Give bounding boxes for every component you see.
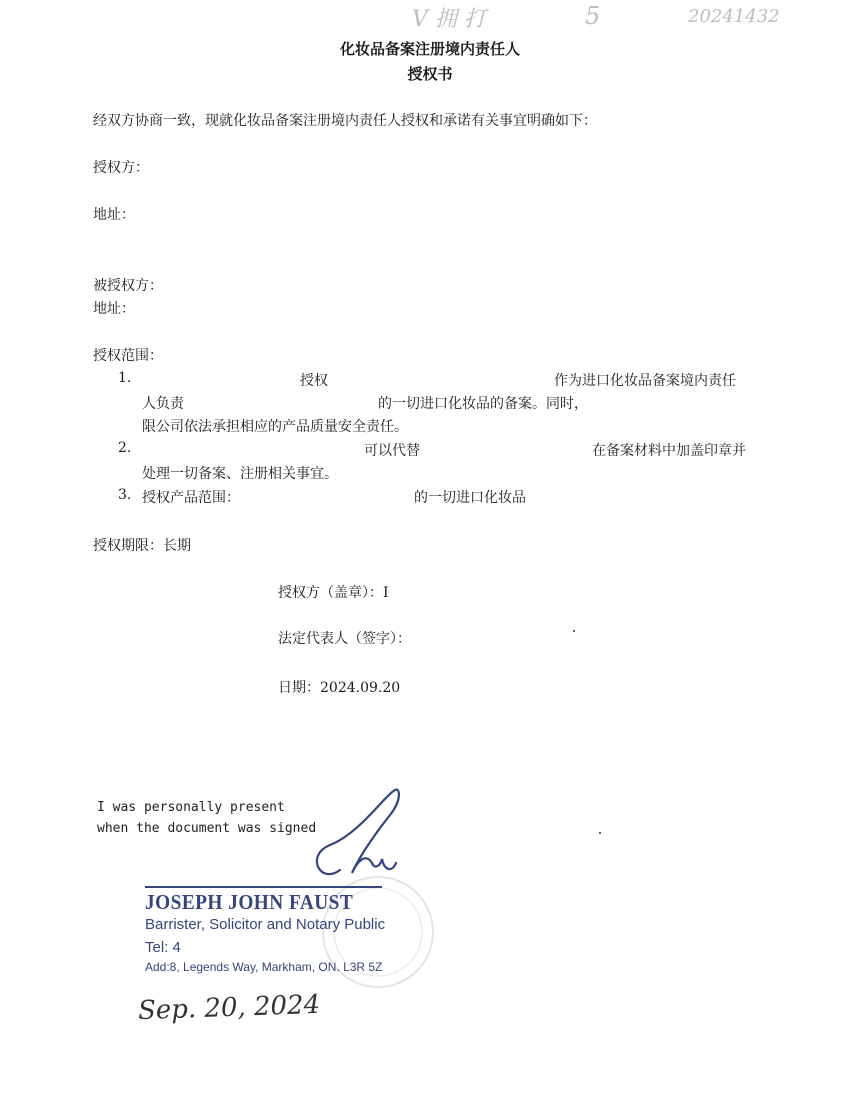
legal-representative-label: 法定代表人（签字）： <box>278 631 411 647</box>
scope-item3-tail: 的一切进口化妆品 <box>414 490 526 506</box>
scope-item3-number: 3. <box>118 487 132 503</box>
authorized-address-label: 地址： <box>93 301 135 317</box>
scope-item1-line3: 限公司依法承担相应的产品质量安全责任。 <box>142 419 408 435</box>
scope-item1-line2-b: 的一切进口化妆品的备案。同时， <box>378 396 588 412</box>
header-mark-right: 20241432 <box>688 6 780 27</box>
scope-item2-part-a: 可以代替 <box>364 443 420 459</box>
scope-item1-number: 1. <box>118 370 132 386</box>
signing-date: 日期：2024.09.20 <box>278 680 401 696</box>
scope-item3-label: 授权产品范围： <box>142 490 240 506</box>
scope-item2-line2: 处理一切备案、注册相关事宜。 <box>142 466 338 482</box>
notary-title: Barrister, Solicitor and Notary Public <box>145 916 386 933</box>
document-title-line1: 化妆品备案注册境内责任人 <box>339 40 520 58</box>
scope-item2-part-b: 在备案材料中加盖印章并 <box>592 443 746 459</box>
intro-paragraph: 经双方协商一致，现就化妆品备案注册境内责任人授权和承诺有关事宜明确如下： <box>93 113 597 129</box>
stray-dot <box>573 630 575 632</box>
scope-heading: 授权范围： <box>93 348 163 364</box>
authorizer-address-label: 地址： <box>93 207 135 223</box>
document-title-line2: 授权书 <box>407 65 453 83</box>
handwritten-notary-date: Sep. 20, 2024 <box>137 989 321 1027</box>
notary-tel: Tel: 4 <box>145 939 181 956</box>
scope-item1-part-a: 授权 <box>300 373 328 389</box>
scope-item1-line2-a: 人负责 <box>142 396 184 412</box>
authorizer-label: 授权方： <box>93 160 149 176</box>
header-mark-mid: 5 <box>585 2 601 30</box>
notary-name: JOSEPH JOHN FAUST <box>145 890 354 914</box>
notary-address: Add:8, Legends Way, Markham, ON. L3R 5Z <box>145 960 383 974</box>
authorized-party-label: 被授权方： <box>93 278 163 294</box>
header-mark-left: V 拥 打 <box>412 7 486 32</box>
stamp-underline <box>145 886 382 888</box>
seal-label: 授权方（盖章）：I <box>278 585 389 601</box>
authorization-term: 授权期限：长期 <box>93 538 191 554</box>
notary-note-line1: I was personally present <box>97 800 285 815</box>
notary-note-line2: when the document was signed <box>97 821 317 836</box>
scope-item1-part-b: 作为进口化妆品备案境内责任 <box>554 373 736 389</box>
scope-item2-number: 2. <box>118 440 132 456</box>
stray-dot <box>599 832 601 834</box>
